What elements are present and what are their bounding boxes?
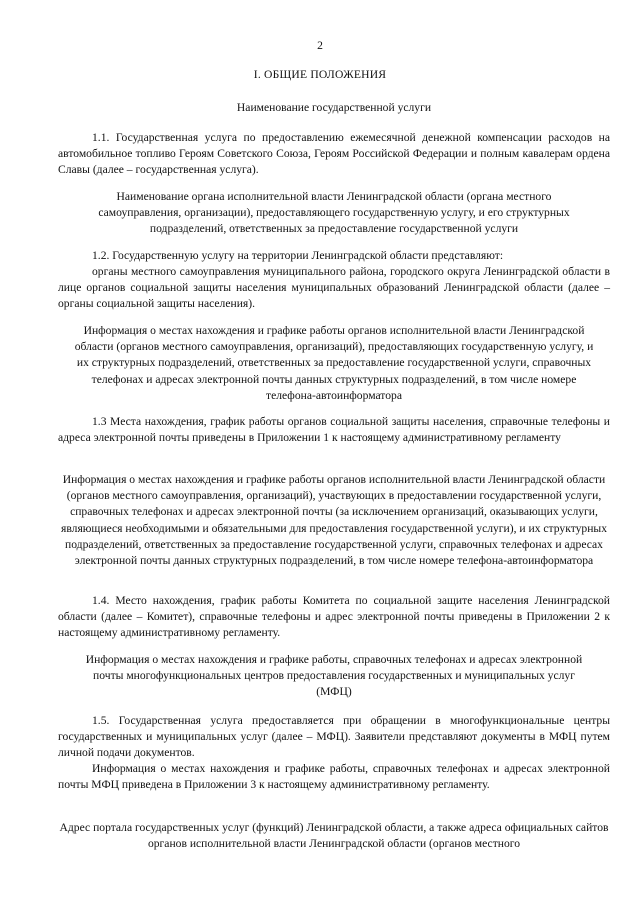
paragraph-1-5: 1.5. Государственная услуга предоставляется при обращении в многофункциональные центры государственных и муниципальных услуг (далее – МФЦ). Заявители представляют документы в МФЦ путем личной подачи документов. <box>58 714 610 760</box>
paragraph-1-4: 1.4. Место нахождения, график работы Комитета по социальной защите населения Ленинградской области (далее – Комитет), справочные телефоны и адрес электронной почты приведены в Приложении 2 к настоящему административному регламенту. <box>58 594 610 640</box>
heading-info-participants: Информация о местах нахождения и графике работы органов исполнительной власти Ленинградской области (органов местного самоуправления, организаций), участвующих в предоставлении государственной услуги, справочных телефонах и адресах электронной почты (за исключением организаций, оказывающих услуги, являющиеся необходимыми и обязательными для предоставления государственной услуги), и их структурных подразделений, ответственных за предоставление государственной услуги, справочных телефонах и адресах электронной почты данных структурных подразделений, в том числе номере телефона-автоинформатора <box>61 473 607 568</box>
heading-info-authorities: Информация о местах нахождения и графике работы органов исполнительной власти Ленинградской области (органов местного самоуправления, организаций), предоставляющих государственную услугу, и их структурных подразделений, ответственных за предоставление государственной услуги, справочных телефонах и адресах электронной почты данных структурных подразделений, в том числе номере телефона-автоинформатора <box>74 324 594 402</box>
section-heading: I. ОБЩИЕ ПОЛОЖЕНИЯ <box>253 68 387 81</box>
paragraph-1-2-b: органы местного самоуправления муниципального района, городского округа Ленинградской области в лице органов социальной защиты населения муниципальных образований Ленинградской области (далее – органы социальной защиты населения). <box>58 265 610 311</box>
heading-authority: Наименование органа исполнительной власти Ленинградской области (органа местного самоуправления, организации), предоставляющего государственную услугу, и его структурных подразделений, ответственных за предоставление государственной услуги <box>98 190 570 236</box>
paragraph-1-3: 1.3 Места нахождения, график работы органов социальной защиты населения, справочные телефоны и адреса электронной почты приведены в Приложении 1 к настоящему административному регламенту <box>58 415 610 445</box>
paragraph-1-1: 1.1. Государственная услуга по предоставлению ежемесячной денежной компенсации расходов на автомобильное топливо Героям Советского Союза, Героям Российской Федерации и полным кавалерам ордена Славы (далее – государственная услуга). <box>58 131 610 177</box>
paragraph-1-2-a: 1.2. Государственную услугу на территории Ленинградской области представляют: <box>92 249 504 262</box>
heading-service-name: Наименование государственной услуги <box>236 101 432 114</box>
paragraph-1-5-b: Информация о местах нахождения и графике работы, справочных телефонах и адресах электронной почты МФЦ приведена в Приложении 3 к настоящему административному регламенту. <box>58 762 610 792</box>
page-number: 2 <box>317 39 323 52</box>
heading-info-mfc: Информация о местах нахождения и графике работы, справочных телефонах и адресах электронной почты многофункциональных центров предоставления государственных и муниципальных услуг (МФЦ) <box>85 653 583 699</box>
heading-portal: Адрес портала государственных услуг (функций) Ленинградской области, а также адреса официальных сайтов органов исполнительной власти Ленинградской области (органов местного <box>59 821 609 851</box>
